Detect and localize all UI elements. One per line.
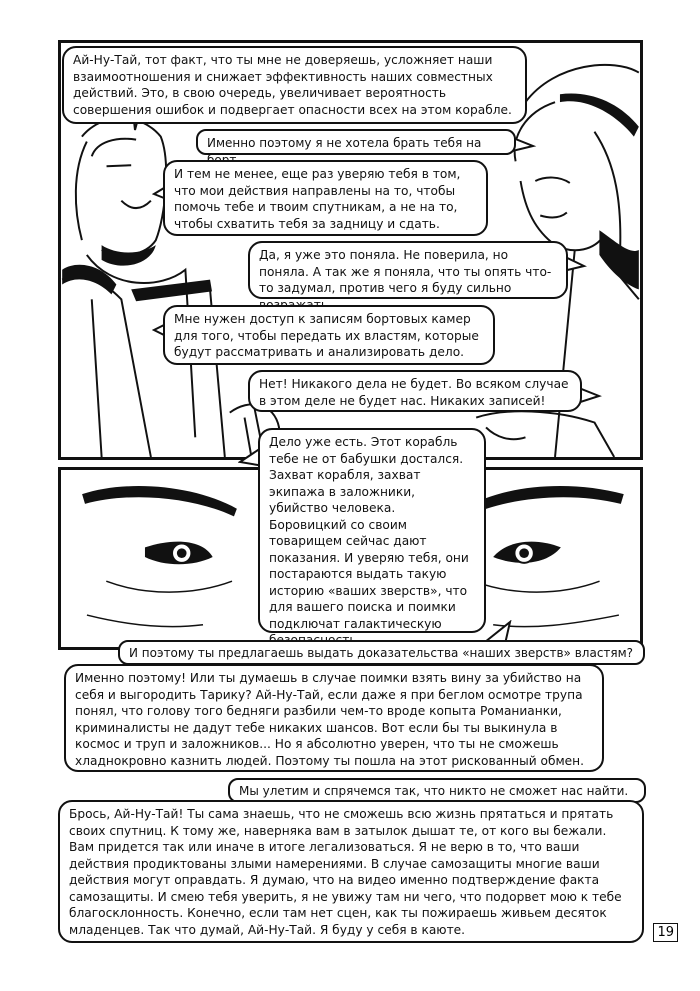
speech-bubble-7 [258, 428, 486, 633]
speech-bubble-1 [62, 46, 527, 124]
speech-bubble-5 [163, 305, 495, 365]
speech-text: Ай-Ну-Тай, тот факт, что ты мне не доверяешь, усложняет наши взаимоотношения и снижает эффективность наших совместных действий. Это, в свою очередь, увеличивает вероятность совершения ошибок и подвергает опасности всех на этом корабле. [73, 53, 512, 117]
speech-bubble-9 [64, 664, 604, 772]
speech-text: Мне нужен доступ к записям бортовых камер для того, чтобы передать их властям, которые будут рассматривать и анализировать дело. [174, 312, 479, 359]
speech-text: Да, я уже это поняла. Не поверила, но поняла. А так же я поняла, что ты опять что-то задумал, против чего я буду сильно [259, 248, 552, 295]
speech-text: Мы улетим и спрячемся так, что никто не сможет нас найти. [239, 784, 629, 798]
speech-text: Именно поэтому! Или ты думаешь в случае поимки взять вину за убийство на себя и выгородить Тарику? Ай-Ну-Тай, если даже я при беглом осмотре трупа понял, что голову того бедняги разбили чем-то вроде копыта Романианки, криминалисты не дадут тебе никаких шансов. Вот если бы ты выкинула в космос и труп и заложников... Но я абсолютно уверен, что ты не сможешь хладнокровно казнить людей. Поэтому ты пошла на этот рискованный обмен. [75, 671, 585, 768]
speech-bubble-4 [248, 241, 568, 299]
speech-text: И тем не менее, еще раз уверяю тебя в том, что мои действия направлены на то, чтобы помочь тебе и твоим спутникам, а не на то, чтобы схватить тебя за задницу и сдать. [174, 167, 461, 231]
speech-text: И поэтому ты предлагаешь выдать доказательства «наших зверств» властям? [129, 646, 634, 660]
speech-text: Нет! Никакого дела не будет. Во всяком случае в этом деле не будет нас. Никаких записей! [259, 377, 569, 408]
speech-bubble-8 [118, 640, 645, 665]
page-number: 19 [653, 923, 678, 942]
speech-bubble-2 [196, 129, 516, 155]
speech-bubble-3 [163, 160, 488, 236]
speech-text: Брось, Ай-Ну-Тай! Ты сама знаешь, что не сможешь всю жизнь прятаться и прятать своих спутниц. К тому же, наверняка вам в затылок дышат те, от кого вы бежали. Вам придется так или иначе в итоге легализоваться. Я не верю в то, что ваши действия продиктованы злыми намерениями. В случае самозащиты многие ваши действия могут оправдать. Я думаю, что на видео именно подтверждение факта самозащиты. И смею тебя уверить, я не увижу там ни чего, что подорвет мою к тебе благосклонность. Конечно, если там нет сцен, как ты пожираешь живьем десяток младенцев. Так что думай, Ай-Ну-Тай. Я буду у себя в каюте. [69, 807, 622, 937]
speech-bubble-6 [248, 370, 582, 412]
speech-bubble-11 [58, 800, 644, 943]
speech-text: Дело уже есть. Этот корабль тебе не от бабушки достался. Захват корабля, захват экипажа в заложники, убийство человека. Боровицкий со своим товарищем сейчас дают показания. И уверяю тебя, они постараются выдать такую историю «ваших зверств», что для вашего поиска и поимки подключат галактическую [269, 435, 469, 631]
speech-text: Именно поэтому я не хотела брать тебя на [207, 136, 482, 150]
